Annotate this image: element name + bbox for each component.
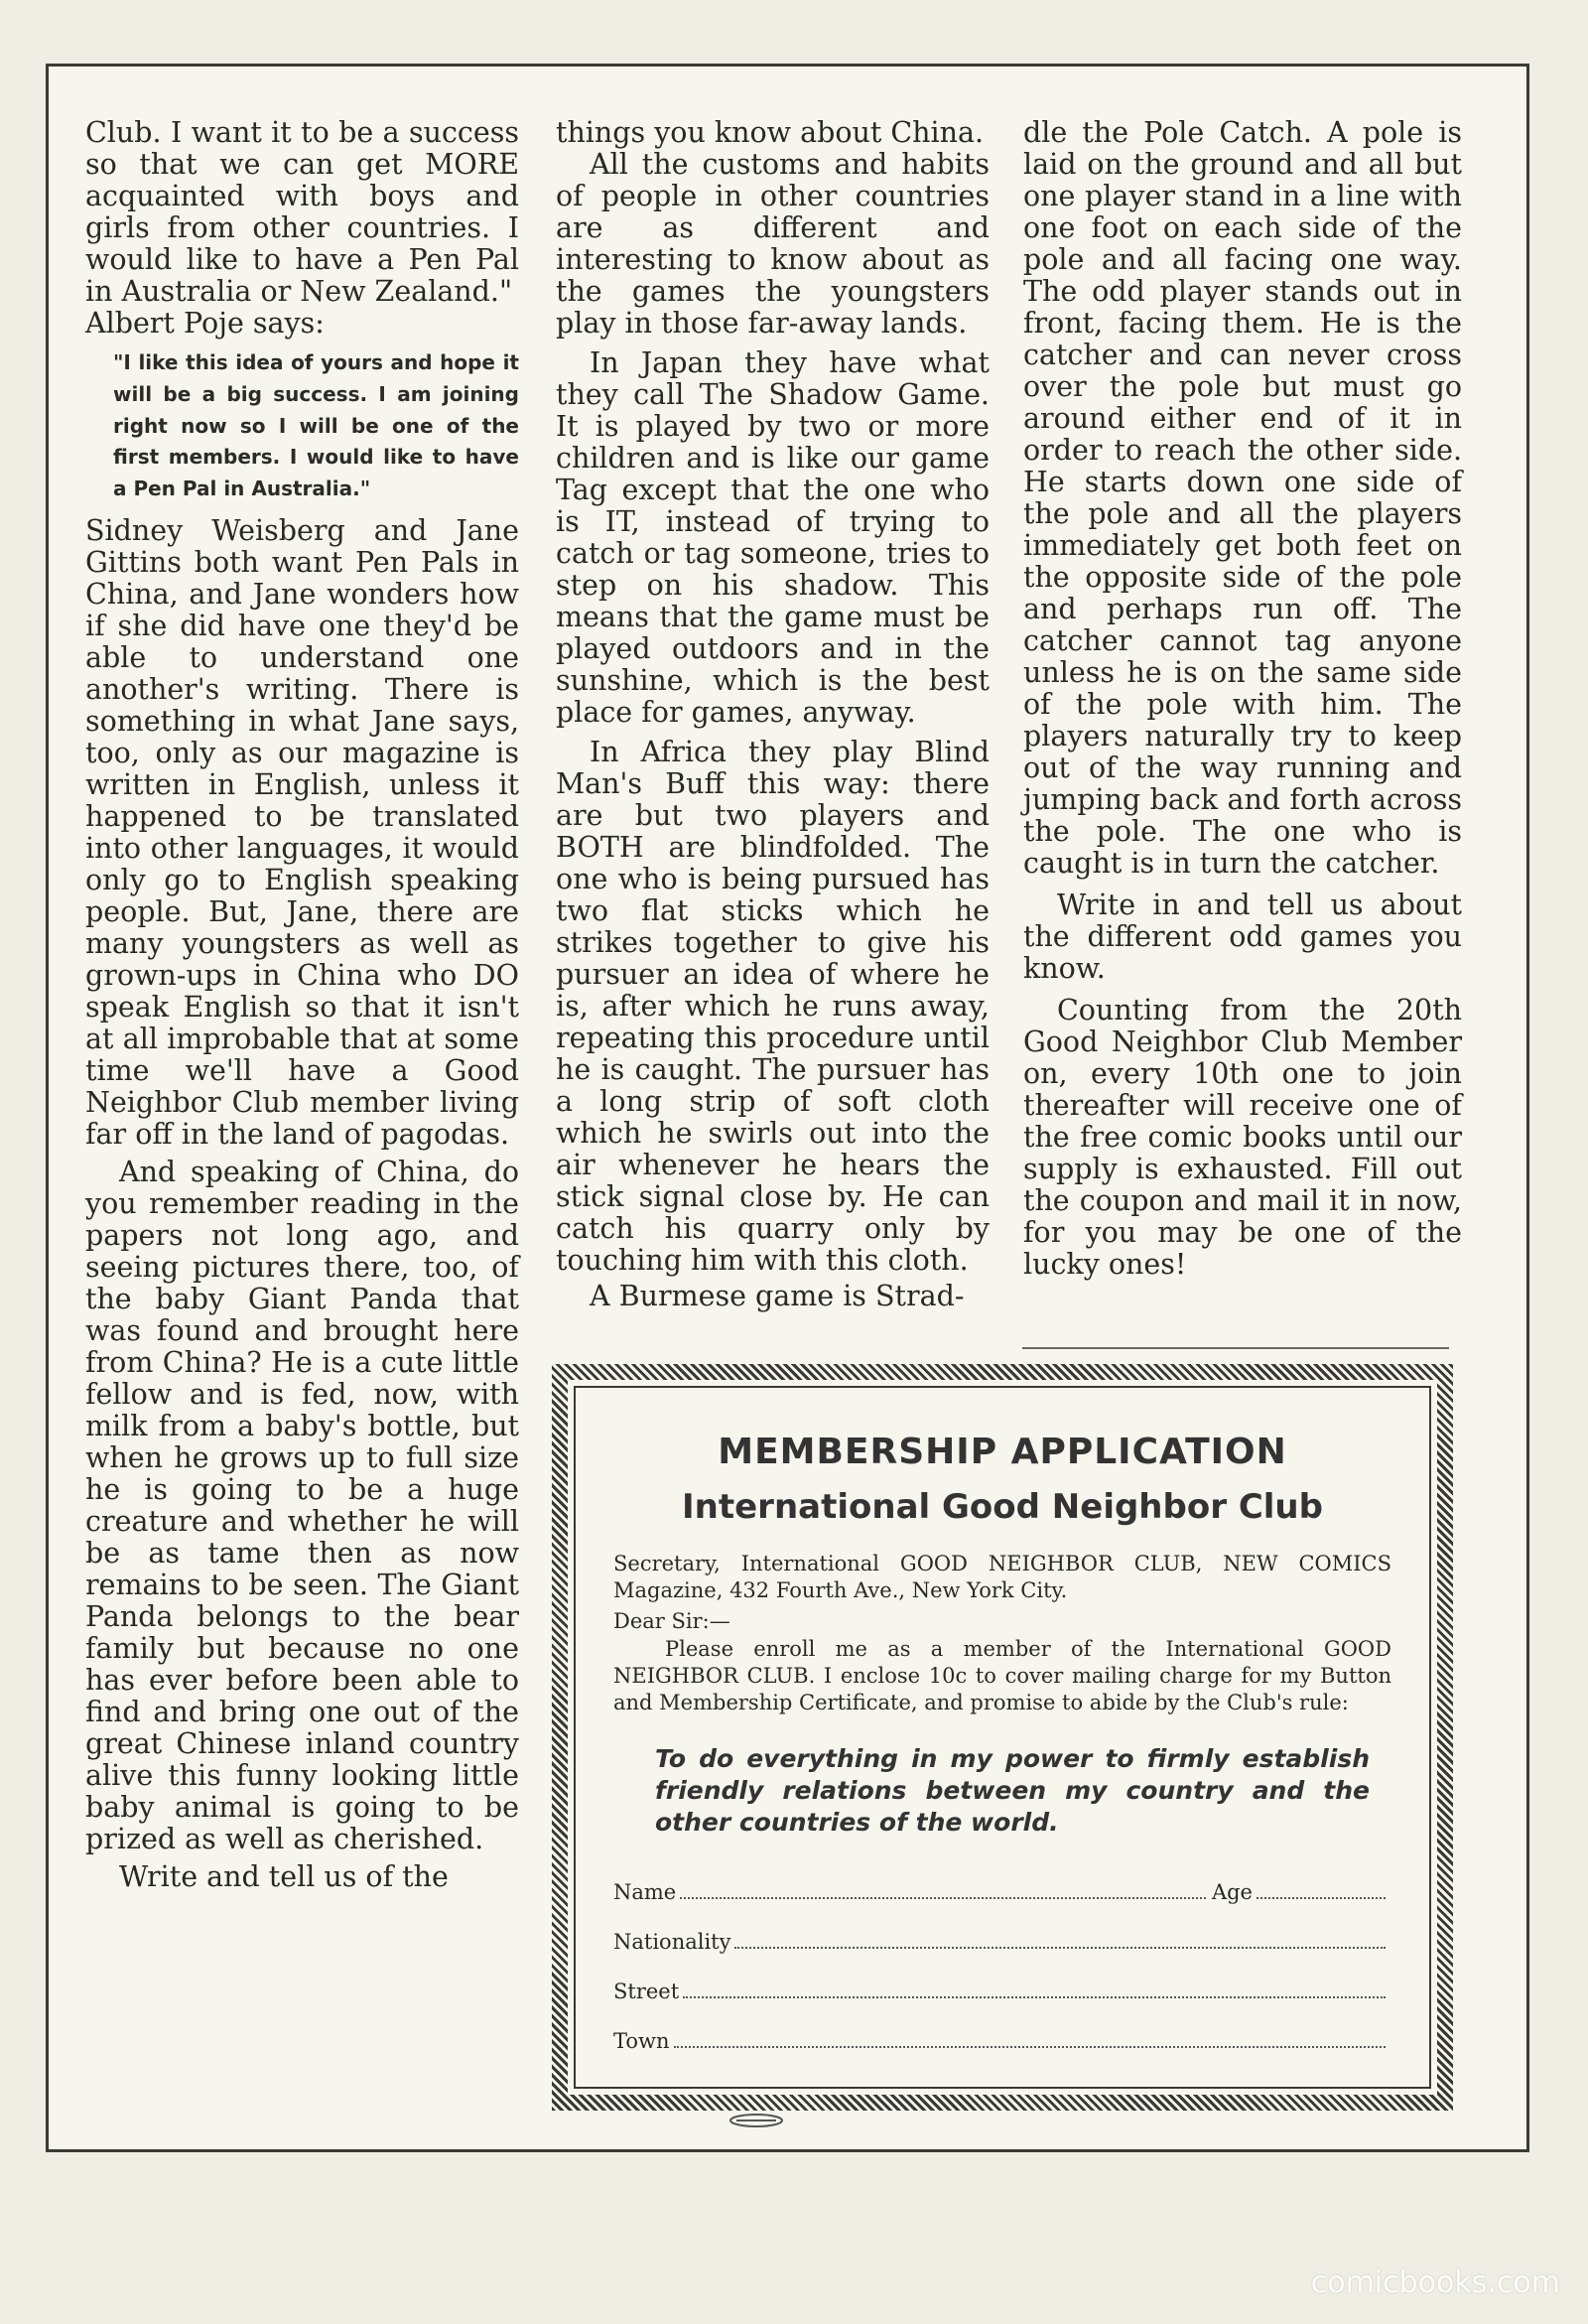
coupon-salutation: Dear Sir:— [613,1609,730,1633]
nationality-line[interactable] [734,1946,1386,1949]
paragraph: things you know about China. [556,116,985,149]
watermark: comicbooks.com [1310,2265,1560,2300]
paragraph: In Africa they play Blind Man's Buff this way: there are but two players and BOTH are blindfolded. The one who is being pursued has two flat sticks which he strikes together to give his pursuer an idea of where he is, after which he runs away, repeating this procedure until he is caught. The pursuer has a long strip of soft cloth which he swirls out into the air whenever he hears the stick signal close by. He can catch his quarry only by touching him with this cloth. [556,736,990,1277]
paragraph: And speaking of China, do you remember reading in the papers not long ago, and seeing pictures there, too, of the baby Giant Panda that was found and brought here from China? He is a cute little fellow and is fed, now, with milk from a baby's bottle, but when he grows up to full size he is going to be a huge creature and whether he will be as tame then as now remains to be seen. The Giant Panda belongs to the bear family but because no one has ever before been able to find and bring one out of the great Chinese inland country alive this funny looking little baby animal is going to be prized as well as cherished. [85,1155,519,1855]
coupon-body: Please enroll me as a member of the International GOOD NEIGHBOR CLUB. I enclose 10c to cover mailing charge for my Button and Membership Certificate, and promise to abide by the Club's rule: [613,1637,1391,1714]
paragraph: Sidney Weisberg and Jane Gittins both want Pen Pals in China, and Jane wonders how if she did have one they'd be able to understand one another's writing. There is something in what Jane says, too, only as our magazine is written in English, unless it happened to be translated into other languages, it would only go to English speaking people. But, Jane, there are many youngsters as well as grown-ups in China who DO speak English so that it isn't at all improbable that at some time we'll have a Good Neighbor Club member living far off in the land of pagodas. [85,513,519,1151]
age-line[interactable] [1257,1896,1386,1899]
paragraph: Counting from the 20th Good Neighbor Club Member on, every 10th one to join thereafter will receive one of the free comic books until our supply is exhausted. Fill out the coupon and mail it in now, for you may be one of the lucky ones! [1023,994,1462,1281]
member-quote: "I like this idea of yours and hope it will be a big success. I am joining right now so I will be one of the first members. I would like to have a Pen Pal in Australia." [113,350,519,501]
membership-application-coupon [552,1364,1453,2111]
name-line[interactable] [680,1896,1206,1899]
coupon-subtitle: International Good Neighbor Club [682,1487,1323,1527]
article-column-1 [85,117,519,1893]
paragraph: Write in and tell us about the different odd games you know. [1023,889,1462,985]
paragraph: In Japan they have what they call The Shadow Game. It is played by two or more children and is like our game Tag except that the one who is IT, instead of trying to catch or tag someone, tries to step on his shadow. This means that the game must be played outdoors and in the sunshine, which is the best place for games, anyway. [556,346,990,729]
street-line[interactable] [683,1995,1386,1998]
paragraph: Club. I want it to be a success so that we can get MORE acquainted with boys and girls from other countries. I would like to have a Pen Pal in Australia or New Zealand." [85,116,519,308]
paragraph: All the customs and habits of people in other countries are as different and interesting to know about as the games the youngsters play in those far-away lands. [556,148,990,340]
article-column-3 [1023,117,1462,1281]
column-separator [1022,1347,1449,1349]
town-field[interactable] [613,2023,1391,2053]
street-field[interactable] [613,1974,1391,2003]
name-field[interactable] [613,1874,1391,1904]
coupon-address: Secretary, International GOOD NEIGHBOR CLUB, NEW COMICS Magazine, 432 Fourth Ave., New York City. [613,1552,1391,1602]
printer-ornament-icon [727,2112,786,2129]
article-column-2 [556,117,990,1312]
street-label: Street [613,1980,680,2003]
coupon-inner-border [574,1386,1431,2089]
town-label: Town [613,2029,670,2053]
town-line[interactable] [674,2045,1386,2048]
nationality-label: Nationality [613,1930,731,1954]
name-label: Name [613,1880,677,1904]
paragraph: Albert Poje says: [85,307,325,340]
paragraph: A Burmese game is Strad- [590,1280,965,1312]
coupon-title: MEMBERSHIP APPLICATION [718,1432,1287,1472]
club-rule: To do everything in my power to firmly establish friendly relations between my country and the other countries of the world. [655,1744,1370,1837]
age-label: Age [1211,1880,1253,1904]
nationality-field[interactable] [613,1924,1391,1954]
paragraph: dle the Pole Catch. A pole is laid on the ground and all but one player stand in a line with one foot on each side of the pole and all facing one way. The odd player stands out in front, facing them. He is the catcher and can never cross over the pole but must go around either end of it in order to reach the other side. He starts down one side of the pole and all the players immediately get both feet on the opposite side of the pole and perhaps run off. The catcher cannot tag anyone unless he is on the same side of the pole with him. The players naturally try to keep out of the way running and jumping back and forth across the pole. The one who is caught is in turn the catcher. [1023,116,1462,880]
paragraph: Write and tell us of the [119,1859,449,1893]
